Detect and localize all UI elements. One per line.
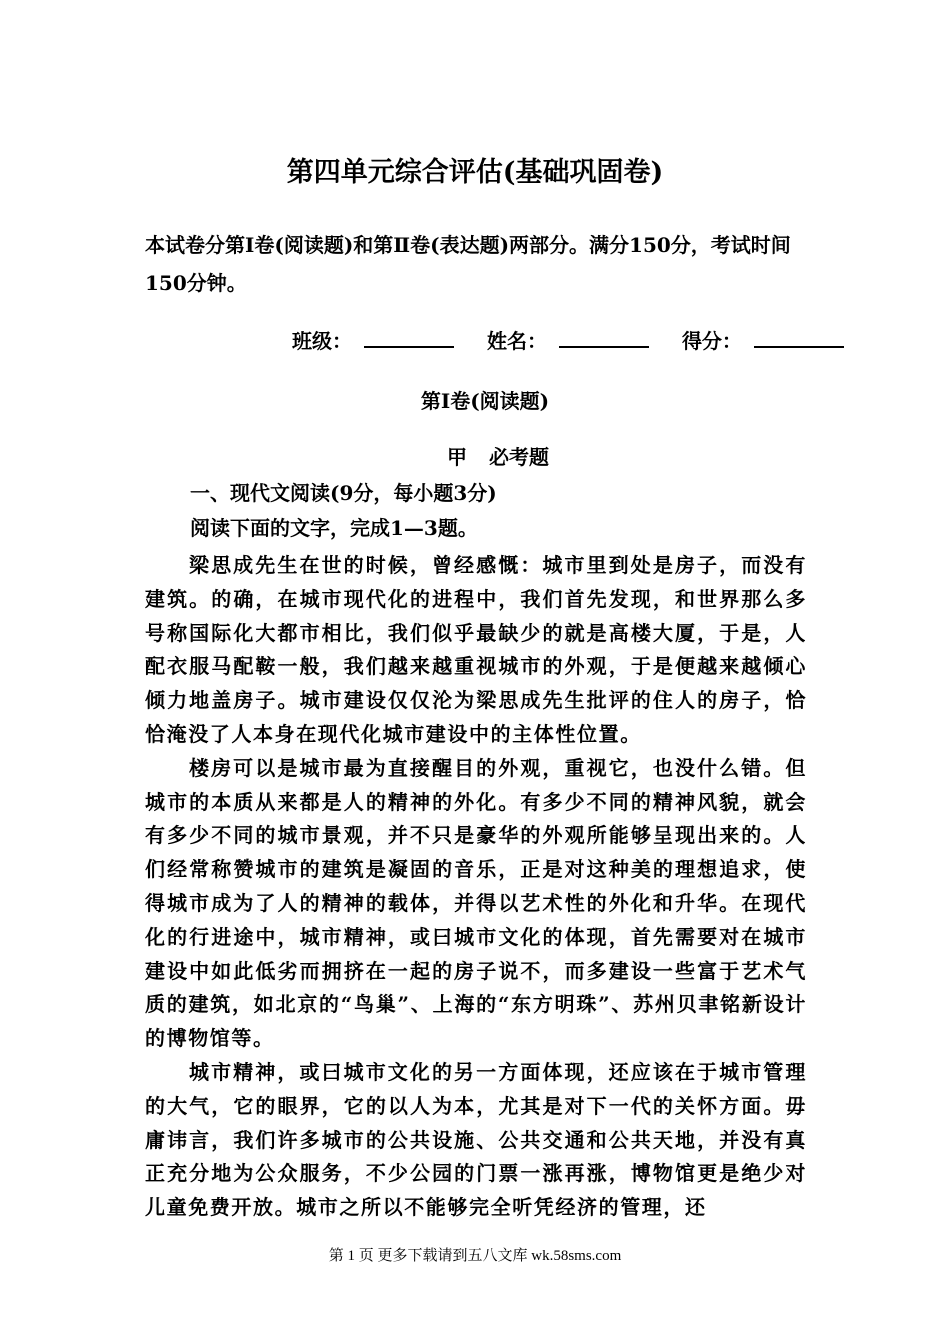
passage-paragraph: 楼房可以是城市最为直接醒目的外观，重视它，也没什么错。但城市的本质从来都是人的精神的外化。有多少不同的精神风貌，就会有多少不同的城市景观，并不只是豪华的外观所能够呈现出来的。人们经常称赞城市的建筑是凝固的音乐，正是对这种美的理想追求，使得城市成为了人的精神的载体，并得以艺术性的外化和升华。在现代化的行进途中，城市精神，或曰城市文化的体现，首先需要对在城市建设中如此低劣而拥挤在一起的房子说不，而多建设一些富于艺术气质的建筑，如北京的“鸟巢”、上海的“东方明珠”、苏州贝聿铭新设计的博物馆等。 (145, 755, 807, 1051)
reading-instruction: 阅读下面的文字，完成1—3题。 (190, 516, 478, 540)
class-label: 班级： (292, 329, 352, 353)
passage-paragraph: 城市精神，或曰城市文化的另一方面体现，还应该在于城市管理的大气，它的眼界，它的以人为本，尤其是对下一代的关怀方面。毋庸讳言，我们许多城市的公共设施、公共交通和公共天地，并没有真正充分地为公众服务，不少公园的门票一涨再涨，博物馆更是绝少对儿童免费开放。城市之所以不能够完全听凭经济的管理，还 (145, 1059, 807, 1220)
score-label: 得分： (681, 329, 742, 353)
question-heading: 一、现代文阅读(9分，每小题3分) (190, 481, 497, 505)
exam-intro: 本试卷分第Ⅰ卷(阅读题)和第Ⅱ卷(表达题)两部分。满分150分，考试时间150分钟。 (145, 233, 791, 295)
section-title: 第Ⅰ卷(阅读题) (420, 389, 550, 413)
name-blank (559, 326, 649, 348)
part-title-a: 甲 (447, 445, 467, 469)
part-title-b: 必考题 (489, 445, 549, 469)
name-label: 姓名： (486, 329, 547, 353)
part-title (0, 441, 950, 470)
student-info-fields (292, 326, 844, 356)
page-footer: 第 1 页 更多下载请到五八文库 wk.58sms.com (328, 1248, 622, 1264)
reading-passage (145, 549, 807, 1225)
class-blank (364, 326, 454, 348)
passage-paragraph: 梁思成先生在世的时候，曾经感慨：城市里到处是房子，而没有建筑。的确，在城市现代化的进程中，我们首先发现，和世界那么多号称国际化大都市相比，我们似乎最缺少的就是高楼大厦，于是，人配衣服马配鞍一般，我们越来越重视城市的外观，于是便越来越倾心倾力地盖房子。城市建设仅仅沦为梁思成先生批评的住人的房子，恰恰淹没了人本身在现代化城市建设中的主体性位置。 (145, 553, 807, 746)
score-blank (754, 326, 844, 348)
page-title: 第四单元综合评估(基础巩固卷) (286, 157, 664, 188)
